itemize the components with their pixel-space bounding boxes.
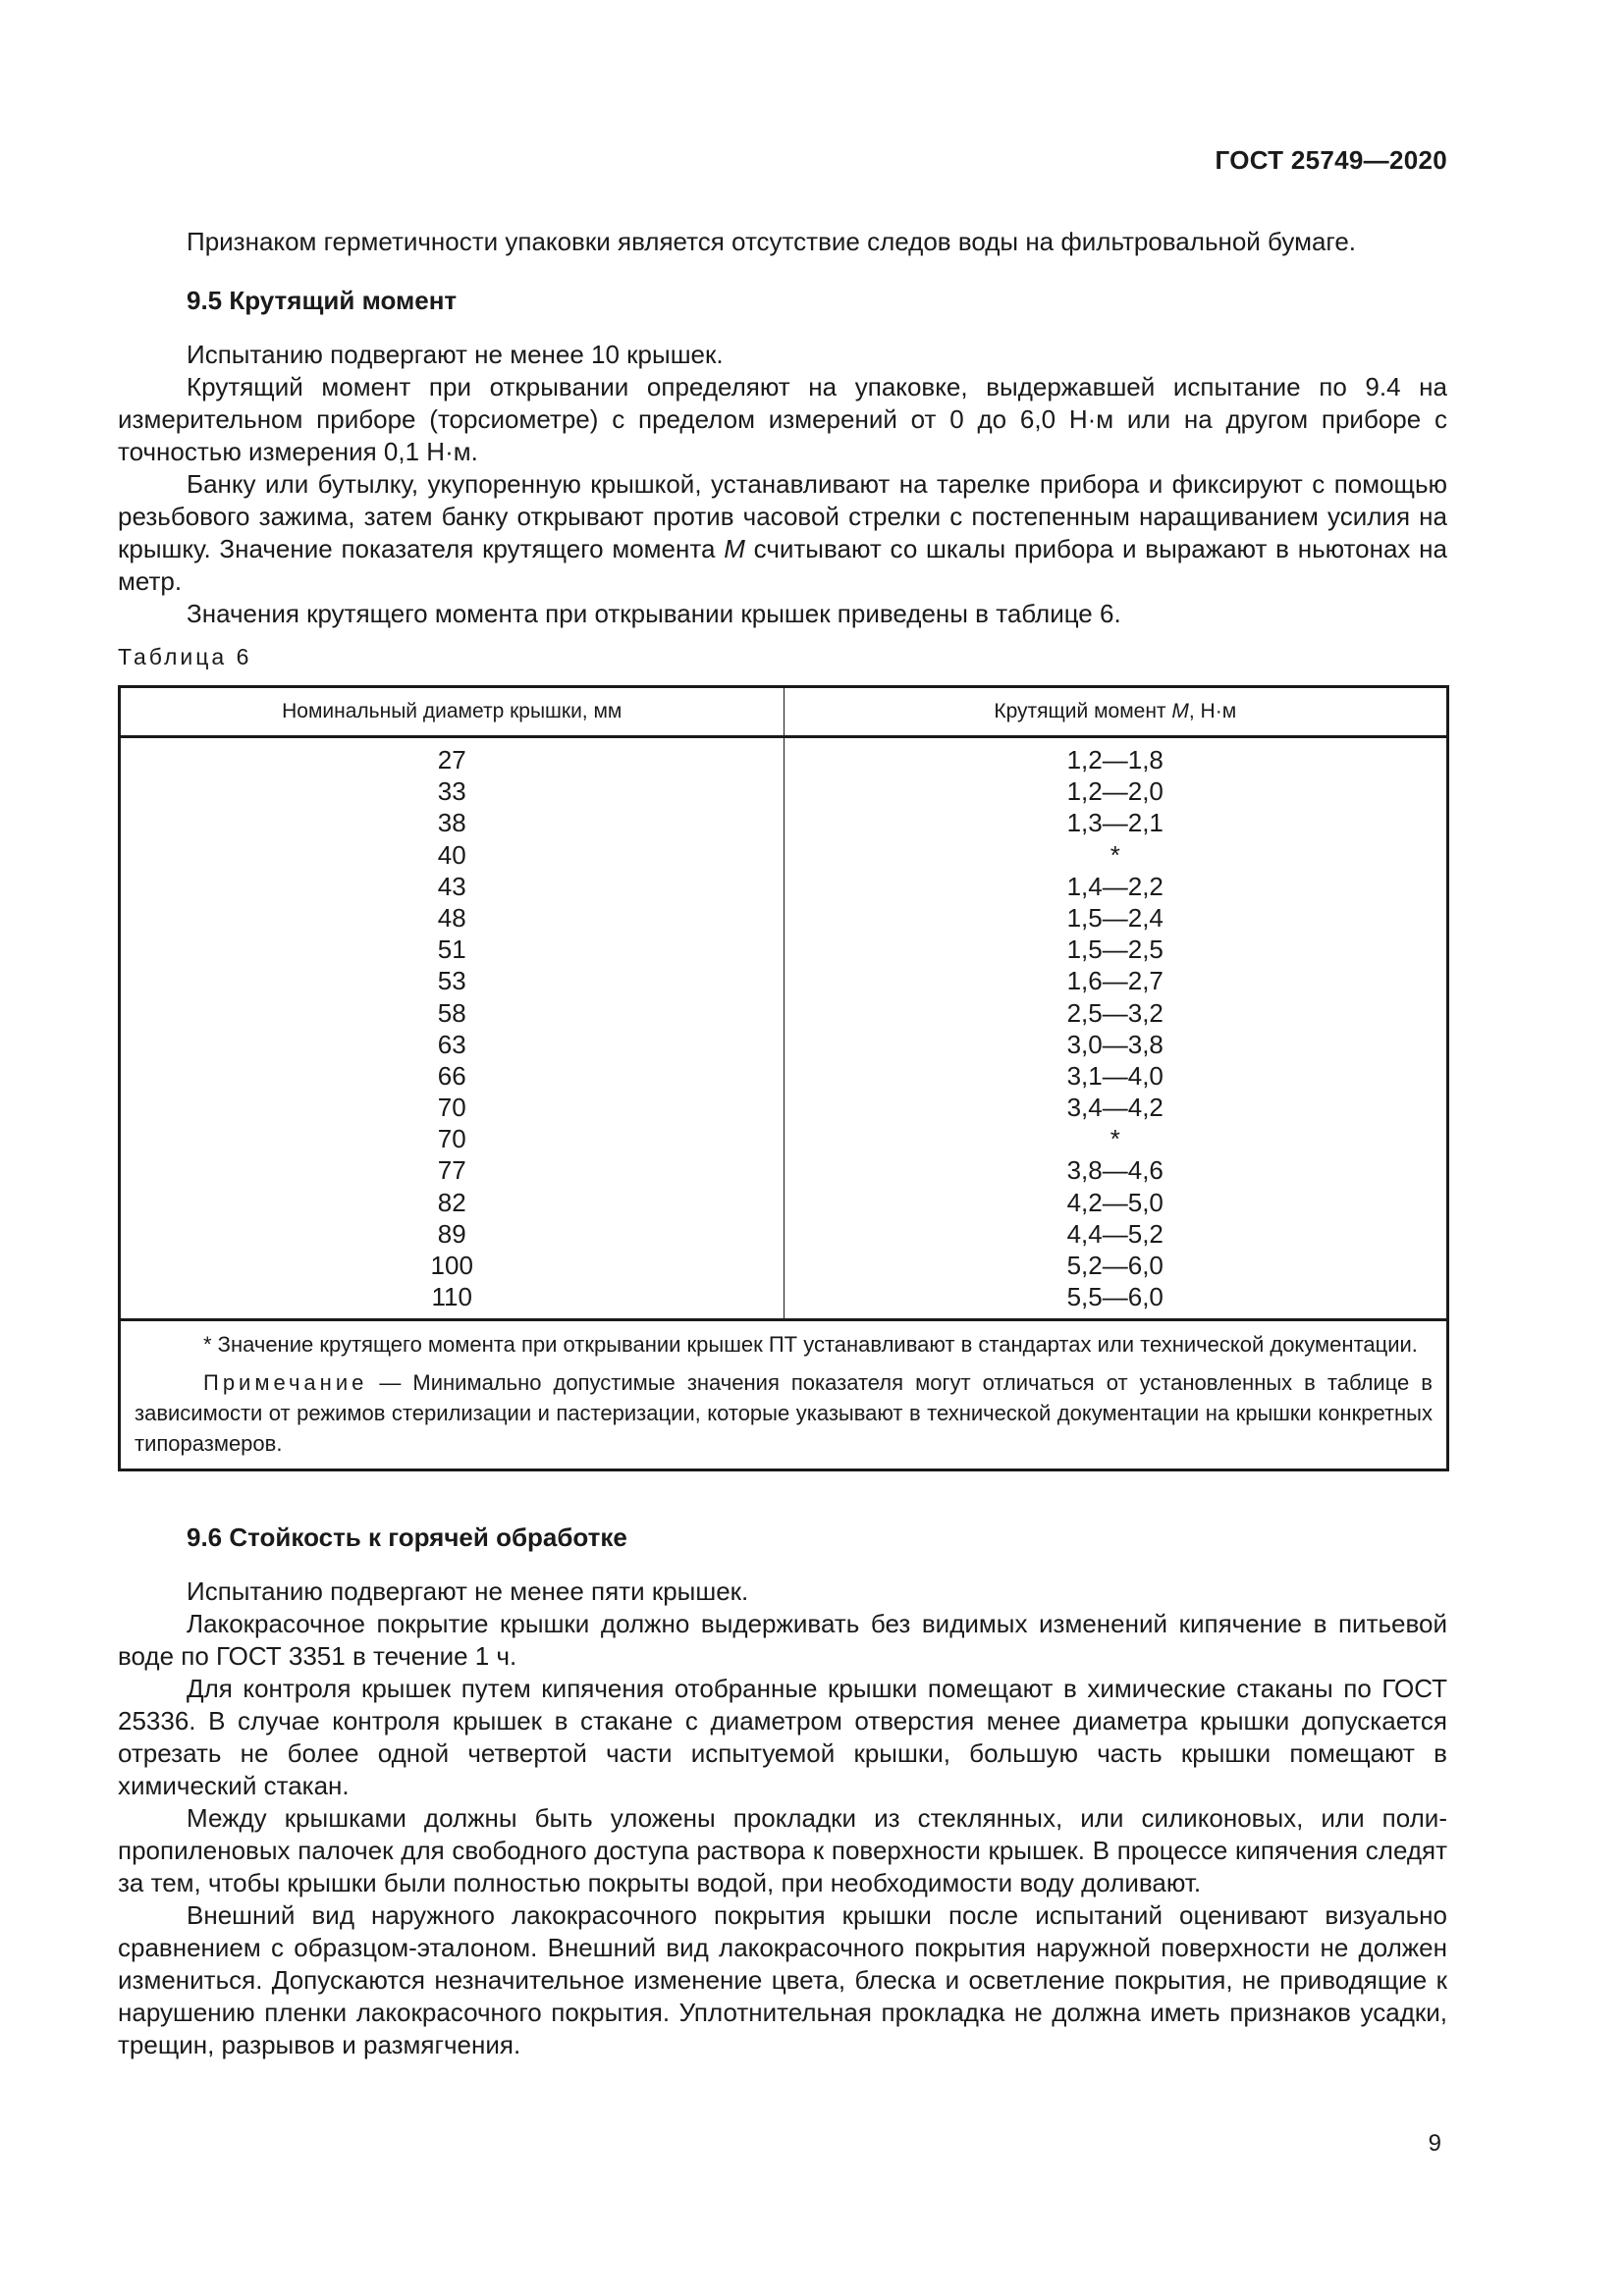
section-9-6-paragraph-5: Внешний вид наружного лакокрасочного покрытия крышки после испытаний оценивают визуально сравнением с образцом-эталоном. Внешний вид лакокрасочного покрытия наружной поверхности не должен измениться. Допускаются незначительное изменение цвета, блеска и осветление покрытия, не приводящие к нарушению пленки лакокрасочного покрытия. Уплотнительная прокладка не должна иметь признаков усадки, трещин, разрывов и размягчения.: [118, 1900, 1447, 2059]
diameter-cell: 89: [437, 1218, 466, 1249]
paragraph-3-tail: считывают со шкалы прибора и выражают в ньютонах на метр.: [118, 534, 1447, 596]
section-9-6-paragraph-3: Для контроля крышек путем кипячения отобранные крышки помещают в химические стаканы по ГОСТ 25336. В случае контроля крышек в стакане с диаметром отверстия менее диаметра крышки допускается отрезать не более одной четвертой части испытуемой крышки, большую часть крышки помещают в химический стакан.: [118, 1674, 1447, 1800]
torque-cell: 1,6—2,7: [1066, 966, 1164, 996]
page-number: 9: [1428, 2130, 1441, 2157]
header-diameter: Номинальный диаметр крышки, мм: [120, 687, 785, 737]
section-9-6-paragraph-4: Между крышками должны быть уложены прокладки из стеклянных, или силиконовых, или полипропиленовых палочек для свободного доступа раствора к поверхности крышек. В процессе кипячения следят за тем, чтобы крышки были полностью покрыты водой, при необходимости воду доливают.: [118, 1803, 1447, 1897]
torque-cell: 2,5—3,2: [1066, 997, 1164, 1028]
diameter-column: [120, 737, 785, 1320]
torque-column: [784, 737, 1448, 1320]
section-9-5-paragraph-1: Испытанию подвергают не менее 10 крышек.: [187, 340, 724, 369]
section-9-6: [118, 1522, 1447, 2061]
torque-cell: 4,4—5,2: [1066, 1218, 1164, 1249]
header-torque-suffix: , Н·м: [1188, 700, 1237, 722]
diameter-cell: 63: [437, 1029, 466, 1059]
torque-cell: 4,2—5,0: [1066, 1187, 1164, 1217]
torque-cell: 5,2—6,0: [1066, 1251, 1164, 1280]
torque-cell: 1,3—2,1: [1066, 808, 1164, 838]
header-torque-symbol: M: [1171, 700, 1189, 722]
paragraph-3-text: Банку или бутылку, укупоренную крышкой, устанавливают на тарелке прибора и фиксируют с помощью резьбового зажима, затем банку открывают против часовой стрелки с постепенным наращиванием усилия на крышку. Значение показателя крутящего момента: [118, 469, 1447, 563]
diameter-cell: 40: [437, 839, 466, 870]
diameter-cell: 43: [437, 871, 466, 901]
torque-cell: 3,1—4,0: [1066, 1060, 1164, 1091]
table-note: [135, 1367, 1433, 1459]
section-9-5-paragraph-3: [118, 468, 1447, 598]
diameter-cell: 51: [437, 934, 466, 965]
section-9-5-paragraph-4: Значения крутящего момента при открывании крышек приведены в таблице 6.: [187, 599, 1121, 628]
table-notes-row: [120, 1320, 1448, 1470]
torque-symbol: M: [724, 534, 745, 563]
torque-cell: 1,2—2,0: [1066, 776, 1164, 807]
table-notes: [120, 1320, 1448, 1470]
torque-cell: 1,2—1,8: [1066, 745, 1164, 774]
diameter-cell: 48: [437, 902, 466, 933]
torque-cell: 3,4—4,2: [1066, 1093, 1164, 1123]
note-text: — Минимально допустимые значения показателя могут отличаться от установленных в таблице в зависимости от режимов стерилизации и пастеризации, которые указывают в технической документации на крышки конкретных типоразмеров.: [135, 1370, 1433, 1457]
diameter-cell: 33: [437, 776, 466, 807]
header-torque: [784, 687, 1448, 737]
table-body-row: [120, 737, 1448, 1320]
table-caption: Таблица 6: [118, 644, 252, 669]
torque-table: [118, 685, 1449, 1471]
diameter-cell: 110: [431, 1282, 472, 1312]
torque-cell: 5,5—6,0: [1066, 1282, 1164, 1312]
section-9-6-title: 9.6 Стойкость к горячей обработке: [187, 1522, 627, 1552]
section-9-6-paragraph-1: Испытанию подвергают не менее пяти крышек.: [187, 1576, 749, 1606]
table-footnote: * Значение крутящего момента при открывании крышек ПТ устанавливают в стандартах или технической документации.: [203, 1332, 1418, 1358]
torque-cell: 1,5—2,5: [1066, 934, 1164, 965]
diameter-cell: 27: [437, 745, 466, 774]
diameter-cell: 38: [437, 808, 466, 838]
standard-code-header: ГОСТ 25749—2020: [1215, 145, 1447, 175]
torque-cell: 1,4—2,2: [1066, 871, 1164, 901]
section-9-5: [118, 285, 1447, 630]
diameter-cell: 58: [437, 997, 466, 1028]
torque-cell: *: [1110, 1124, 1120, 1154]
section-9-5-title: 9.5 Крутящий момент: [187, 286, 458, 315]
torque-cell: 3,0—3,8: [1066, 1029, 1164, 1059]
diameter-cell: 70: [437, 1093, 466, 1123]
torque-cell: 3,8—4,6: [1066, 1155, 1164, 1186]
note-label: Примечание: [203, 1370, 368, 1396]
header-torque-prefix: Крутящий момент: [994, 700, 1172, 722]
diameter-cell: 77: [437, 1155, 466, 1186]
diameter-cell: 82: [437, 1187, 466, 1217]
torque-cell: 1,5—2,4: [1066, 902, 1164, 933]
diameter-cell: 53: [437, 966, 466, 996]
section-9-6-paragraph-2: Лакокрасочное покрытие крышки должно выдерживать без видимых изменений кипячение в питьевой воде по ГОСТ 3351 в течение 1 ч.: [118, 1609, 1447, 1671]
intro-block: [118, 226, 1447, 258]
diameter-cell: 66: [437, 1060, 466, 1091]
section-9-5-paragraph-2: Крутящий момент при открывании определяют на упаковке, выдержавшей испытание по 9.4 на измерительном приборе (торсиометре) с пределом измерений от 0 до 6,0 Н·м или на другом приборе с точностью измерения 0,1 Н·м.: [118, 372, 1447, 466]
table-header-row: [120, 687, 1448, 737]
torque-cell: *: [1110, 839, 1120, 870]
diameter-cell: 100: [430, 1251, 473, 1280]
diameter-cell: 70: [437, 1124, 466, 1154]
intro-paragraph: Признаком герметичности упаковки является отсутствие следов воды на фильтровальной бумаге.: [187, 227, 1357, 256]
